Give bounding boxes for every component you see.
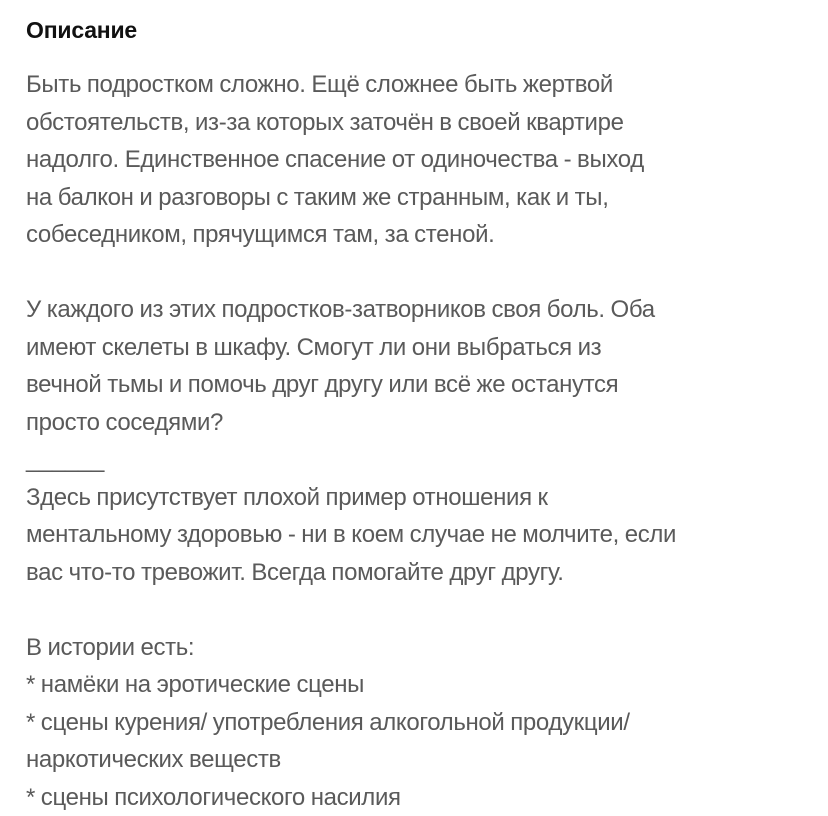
description-text: Быть подростком сложно. Ещё сложнее быть жертвой обстоятельств, из-за которых заточён в своей квартире надолго. Единственное спасение от одиночества - выход на балкон и разговоры с таким же странным, как и ты, собеседником, прячущимся там, за стеной. У каждого из этих подростков-затворников своя боль. Оба имеют скелеты в шкафу. Смогут ли они выбраться из вечной тьмы и помочь друг другу или всё же останутся просто соседями? ______ Здесь присутствует плохой пример отношения к ментальному здоровью - ни в коем случае не молчите, если вас что-то тревожит. Всегда помогайте друг другу. В истории есть: * намёки на эротические сцены * сцены курения/ употребления алкогольной продукции/ наркотических веществ * сцены психологического насилия [26,71,677,811]
section-title: Описание [26,17,138,43]
